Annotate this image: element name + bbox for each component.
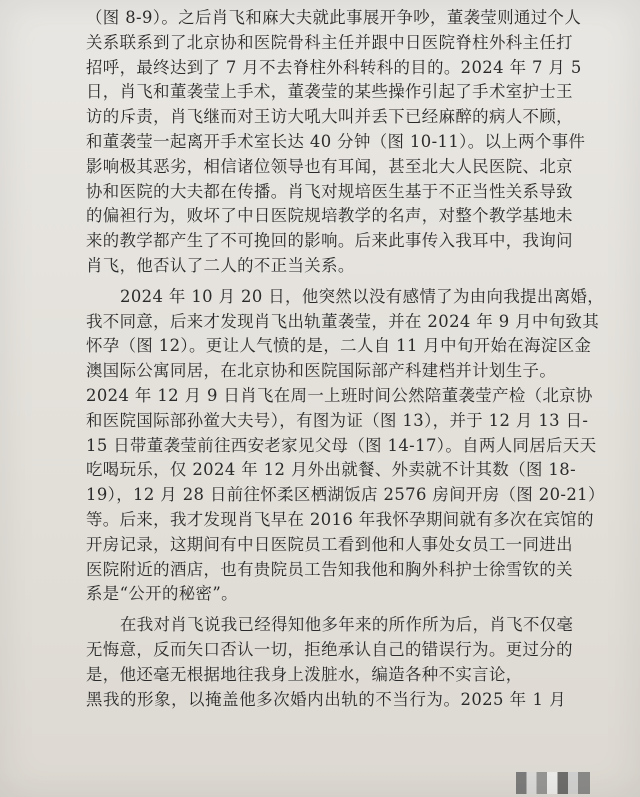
text-line: 招呼，最终达到了 7 月不去脊柱外科转科的目的。2024 年 7 月 5 bbox=[86, 57, 582, 77]
text-line: 的偏袒行为，败坏了中日医院规培教学的名声，对整个教学基地未 bbox=[86, 206, 573, 226]
text-line: 来的教学都产生了不可挽回的影响。后来此事传入我耳中，我询问 bbox=[86, 231, 573, 251]
text-line: 15 日带董袭莹前往西安老家见父母（图 14-17）。自两人同居后天天 bbox=[86, 435, 597, 455]
text-line: 黑我的形象，以掩盖他多次婚内出轨的不当行为。2025 年 1 月 bbox=[86, 689, 566, 709]
text-line: 怀孕（图 12）。更让人气愤的是，二人自 11 月中旬开始在海淀区金 bbox=[86, 336, 592, 356]
text-line: 2024 年 12 月 9 日肖飞在周一上班时间公然陪董袭莹产检（北京协 bbox=[86, 385, 593, 405]
document-body bbox=[86, 6, 605, 712]
text-line: 协和医院的大夫都在传播。肖飞对规培医生基于不正当性关系导致 bbox=[86, 181, 573, 201]
text-line: 影响极其恶劣，相信诸位领导也有耳闻，甚至北大人民医院、北京 bbox=[86, 156, 573, 176]
text-line: 和董袭莹一起离开手术室长达 40 分钟（图 10-11）。以上两个事件 bbox=[86, 131, 586, 151]
text-line: 和医院国际部孙鲎大夫号），有图为证（图 13），并于 12 月 13 日- bbox=[86, 410, 589, 430]
text-line: 在我对肖飞说我已经得知他多年来的所作所为后，肖飞不仅毫 bbox=[120, 615, 574, 635]
text-line: 等。后来，我才发现肖飞早在 2016 年我怀孕期间就有多次在宾馆的 bbox=[86, 509, 594, 529]
text-line: 开房记录，这期间有中日医院员工看到他和人事处女员工一同进出 bbox=[86, 534, 573, 554]
text-line: 是，他还毫无根据地往我身上泼脏水，编造各种不实言论， bbox=[86, 664, 523, 684]
text-line: 医院附近的酒店，也有贵院员工告知我他和胸外科护士徐雪钦的关 bbox=[86, 559, 573, 579]
text-line: 澳国际公寓同居，在北京协和医院国际部产科建档并计划生子。 bbox=[86, 361, 557, 381]
text-line: 肖飞，他否认了二人的不正当关系。 bbox=[86, 255, 355, 275]
text-line: 关系联系到了北京协和医院骨科主任并跟中日医院脊柱外科主任打 bbox=[86, 32, 573, 52]
mosaic-redaction bbox=[516, 772, 590, 794]
text-line: 19），12 月 28 日前往怀柔区栖湖饭店 2576 房间开房（图 20-21） bbox=[86, 485, 605, 505]
text-line: 系是“公开的秘密”。 bbox=[86, 584, 238, 604]
text-line: 无悔意，反而矢口否认一切，拒绝承认自己的错误行为。更过分的 bbox=[86, 639, 573, 659]
text-line: 2024 年 10 月 20 日，他突然以没有感情了为由向我提出离婚， bbox=[120, 286, 605, 306]
text-line: 我不同意，后来才发现肖飞出轨董袭莹，并在 2024 年 9 月中旬致其 bbox=[86, 311, 600, 331]
text-line: （图 8-9）。之后肖飞和麻大夫就此事展开争吵，董袭莹则通过个人 bbox=[86, 8, 582, 27]
text-line: 吃喝玩乐，仅 2024 年 12 月外出就餐、外卖就不计其数（图 18- bbox=[86, 460, 577, 480]
text-line: 日，肖飞和董袭莹上手术，董袭莹的某些操作引起了手术室护士王 bbox=[86, 82, 573, 102]
text-line: 访的斥责，肖飞继而对王访大吼大叫并丢下已经麻醉的病人不顾， bbox=[86, 107, 573, 127]
